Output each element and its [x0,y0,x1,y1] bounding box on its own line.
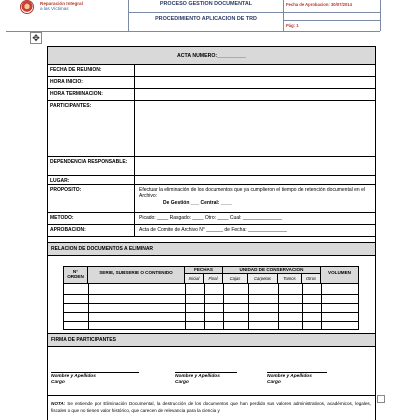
col-header-otros: Otros [302,274,321,284]
value-participantes[interactable] [135,101,375,156]
label-fecha-reunion: FECHA DE REUNION: [48,65,135,76]
label-aprobacion: APROBACION: [48,225,135,236]
signature-block-3 [267,374,312,386]
row-participantes [48,101,375,157]
row-proposito [48,185,375,213]
row-dependencia [48,157,375,176]
logo-line1: Reparación Integral [40,1,83,6]
signature-block-1 [51,374,96,386]
col-header-volumen: VOLUMEN [321,267,358,284]
logo [6,0,127,31]
col-header-cajas: Cajas [223,274,248,284]
process-title: PROCESO GESTION DOCUMENTAL [159,1,253,7]
col-header-tomos: Tomos [278,274,302,284]
label-participantes: PARTICIPANTES: [48,101,135,156]
value-lugar[interactable] [135,176,375,184]
row-hora-terminacion [48,89,375,101]
label-hora-terminacion: HORA TERMINACION: [48,89,135,100]
col-header-fechas: FECHAS [185,267,223,274]
signature-role-3: Cargo [267,380,281,385]
procedure-title: PROCEDIMIENTO APLICACION DE TRD [155,16,257,22]
coat-of-arms-icon [20,0,34,14]
signature-block-2 [175,374,220,386]
value-hora-inicio[interactable] [135,77,375,88]
approval-date: Fecha de Aprobacion: 30/07/2014 [286,2,352,7]
label-lugar: LUGAR: [48,176,135,184]
proposito-options[interactable]: De Gestión ___ Central: ____ [163,199,232,206]
logo-text [40,1,83,11]
row-fecha-reunion [48,65,375,77]
header-meta [284,0,380,31]
value-hora-terminacion[interactable] [135,89,375,100]
signature-name-3: Nombre y Apellidos [267,374,312,379]
signature-name-2: Nombre y Apellidos [175,374,220,379]
divider-2 [48,395,375,396]
nota-label: NOTA: [51,401,66,406]
relacion-section-title: RELACION DE DOCUMENTOS A ELIMINAR [48,243,375,256]
nota-paragraph [51,401,371,415]
signature-role-2: Cargo [175,380,189,385]
col-header-carpetas: Carpetas [248,274,278,284]
resize-handle-icon[interactable] [377,395,385,403]
document-header [6,0,380,31]
signature-role-1: Cargo [51,380,65,385]
firma-section-title: FIRMA DE PARTICIPANTES [48,334,375,347]
label-dependencia: DEPENDENCIA RESPONSABLE: [48,157,135,175]
documents-table [63,266,359,330]
page-number: Pág: 1 [286,23,299,28]
col-header-orden: N° ORDEN [64,267,88,284]
label-proposito: PROPOSITO: [48,185,135,212]
value-fecha-reunion[interactable] [135,65,375,76]
acta-number-title: ACTA NUMERO:__________ [48,47,375,65]
col-header-final: Final [204,274,223,284]
value-proposito [135,185,375,212]
acta-form [47,46,376,420]
signature-name-1: Nombre y Apellidos [51,374,96,379]
row-lugar [48,176,375,185]
row-aprobacion [48,225,375,237]
label-metodo: METODO: [48,213,135,224]
table-move-handle-icon[interactable]: ✥ [30,32,42,44]
label-hora-inicio: HORA INICIO: [48,77,135,88]
col-header-inicial: Inicial [185,274,204,284]
col-header-unidad: UNIDAD DE CONSERVACION [223,267,321,274]
header-titles [130,0,282,31]
row-metodo [48,213,375,225]
nota-text: Se entiende por Eliminación Documental, la destrucción de los documentos que han perdido sus valores administrativos, académicos, legales, fiscales o que no tienen valor histórico, que carecen de relevancia para la ciencia y [51,401,372,413]
value-dependencia[interactable] [135,157,375,175]
logo-line2: a las Víctimas [40,6,69,11]
value-aprobacion[interactable]: Acta de Comite de Archivo N° ______ de Fecha: ______________ [139,227,287,233]
row-hora-inicio [48,77,375,89]
col-header-serie: SERIE, SUBSERIE O CONTENIDO [88,267,185,284]
value-metodo[interactable]: Picado: ____ Rasgado: ____ Otro: ____ Cual: ______________ [139,215,282,221]
proposito-text: Efectuar la eliminación de los documentos que ya cumplieron el tiempo de retención documental en el Archivo: [139,187,365,200]
